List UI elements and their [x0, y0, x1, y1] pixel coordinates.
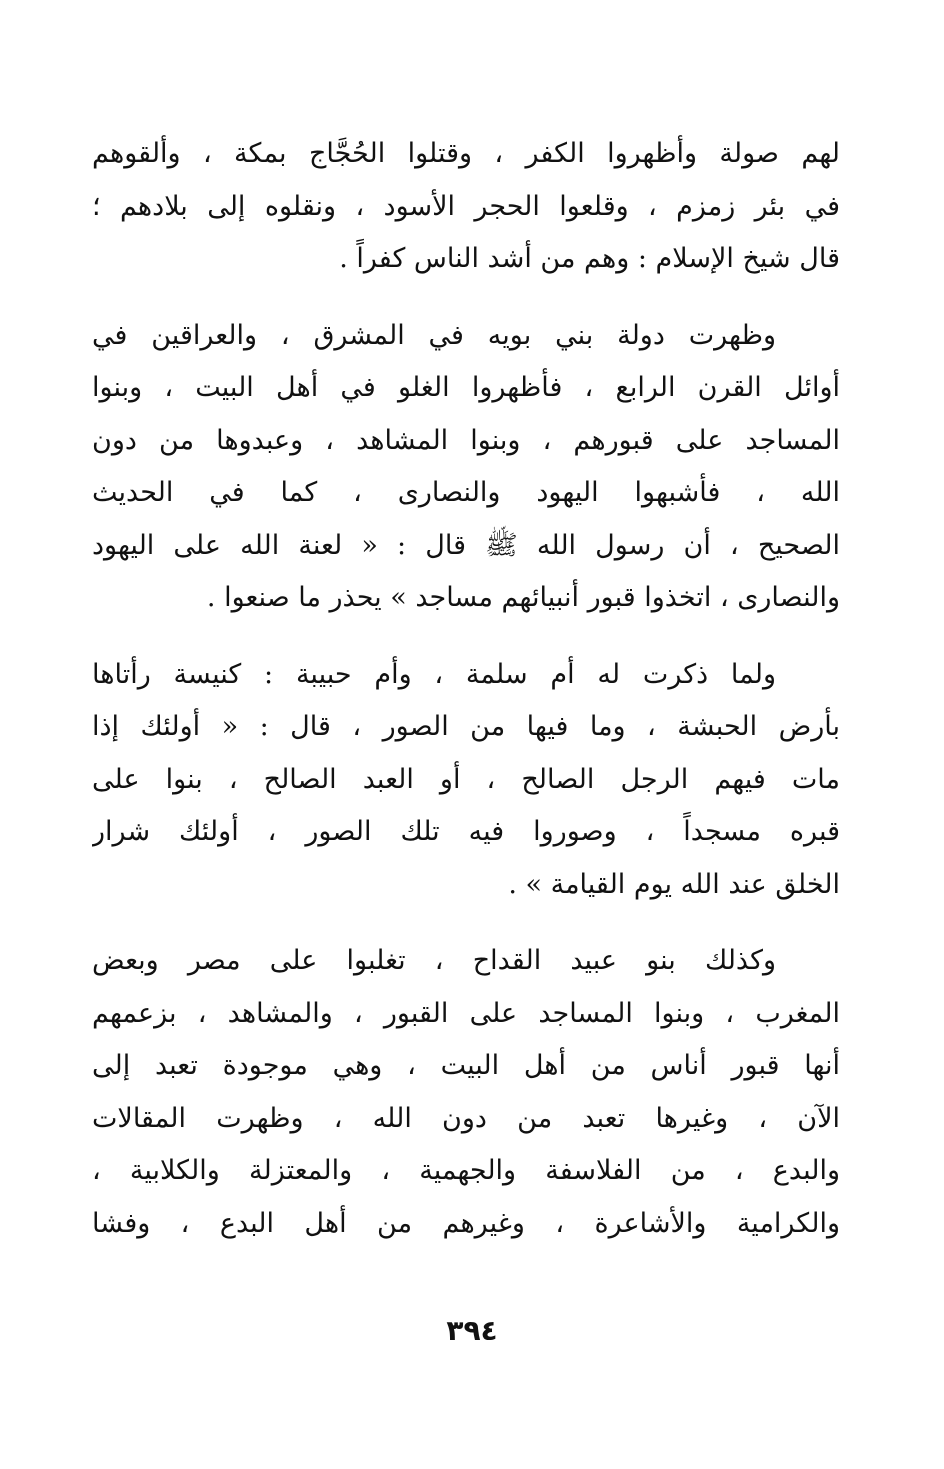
- text-line: الله ، فأشبهوا اليهود والنصارى ، كما في الحديث: [92, 477, 840, 508]
- text-line: قال شيخ الإسلام : وهم من أشد الناس كفراً .: [339, 243, 840, 274]
- text-line: الآن ، وغيرها تعبد من دون الله ، وظهرت المقالات: [92, 1102, 840, 1134]
- paragraph-4: [92, 935, 840, 1250]
- text-line: الصحيح ، أن رسول الله ﷺ قال : « لعنة الله على اليهود: [92, 529, 840, 561]
- text-line: المغرب ، وبنوا المساجد على القبور ، والمشاهد ، بزعمهم: [92, 997, 840, 1029]
- text-line: لهم صولة وأظهروا الكفر ، وقتلوا الحُجَّاج بمكة ، وألقوهم: [92, 138, 840, 169]
- text-line: الخلق عند الله يوم القيامة » .: [508, 868, 840, 900]
- text-line: أنها قبور أناس من أهل البيت ، وهي موجودة تعبد إلى: [92, 1050, 840, 1081]
- text-line: ولما ذكرت له أم سلمة ، وأم حبيبة : كنيسة رأتاها: [92, 658, 776, 690]
- page-number: ٣٩٤: [446, 1314, 498, 1347]
- text-line: والبدع ، من الفلاسفة والجهمية ، والمعتزلة والكلابية ،: [92, 1155, 840, 1186]
- text-line: قبره مسجداً ، وصوروا فيه تلك الصور ، أولئك شرار: [92, 816, 840, 847]
- text-line: المساجد على قبورهم ، وبنوا المشاهد ، وعبدوها من دون: [92, 424, 840, 456]
- paragraph-3: [92, 649, 840, 912]
- text-line: أوائل القرن الرابع ، فأظهروا الغلو في أهل البيت ، وبنوا: [92, 372, 840, 403]
- text-line: وظهرت دولة بني بويه في المشرق ، والعراقين في: [92, 319, 776, 351]
- text-line: وكذلك بنو عبيد القداح ، تغلبوا على مصر وبعض: [92, 945, 776, 976]
- paragraph-1: [92, 128, 840, 286]
- text-line: والنصارى ، اتخذوا قبور أنبيائهم مساجد » يحذر ما صنعوا .: [206, 582, 840, 613]
- text-line: في بئر زمزم ، وقلعوا الحجر الأسود ، ونقلوه إلى بلادهم ؛: [92, 190, 840, 222]
- text-line: مات فيهم الرجل الصالح ، أو العبد الصالح ، بنوا على: [92, 763, 840, 795]
- page-body: [92, 128, 840, 1274]
- text-line: بأرض الحبشة ، وما فيها من الصور ، قال : « أولئك إذا: [92, 711, 840, 742]
- paragraph-2: [92, 310, 840, 625]
- text-line: والكرامية والأشاعرة ، وغيرهم من أهل البدع ، وفشا: [92, 1207, 840, 1239]
